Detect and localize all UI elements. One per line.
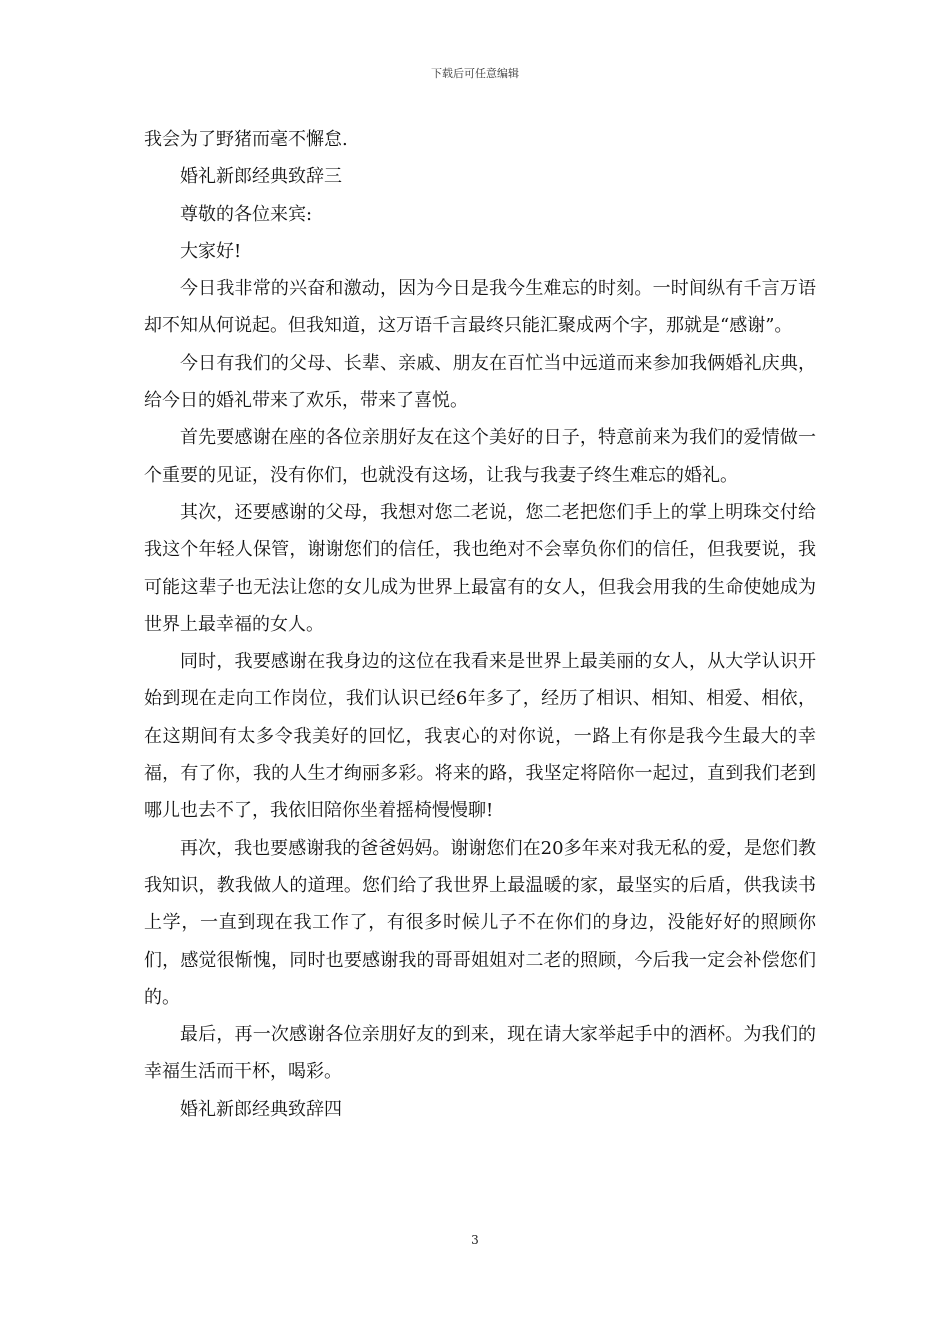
paragraph-continuation: 我会为了野猪而毫不懈怠.	[144, 129, 348, 150]
paragraph: 同时，我要感谢在我身边的这位在我看来是世界上最美丽的女人，从大学认识开始到现在走向工作岗位，我们认识已经6年多了，经历了相识、相知、相爱、相依，在这期间有太多令我美好的回忆，我衷心的对你说，一路上有你是我今生最大的幸福，有了你，我的人生才绚丽多彩。将来的路，我坚定将陪你一起过，直到我们老到哪儿也去不了，我依旧陪你坐着摇椅慢慢聊!	[144, 651, 816, 822]
paragraph: 其次，还要感谢的父母，我想对您二老说，您二老把您们手上的掌上明珠交付给我这个年轻人保管，谢谢您们的信任，我也绝对不会辜负你们的信任，但我要说，我可能这辈子也无法让您的女儿成为世界上最富有的女人，但我会用我的生命使她成为世界上最幸福的女人。	[144, 501, 816, 635]
page-number: 3	[471, 1233, 479, 1247]
paragraph: 今日我非常的兴奋和激动，因为今日是我今生难忘的时刻。一时间纵有千言万语却不知从何说起。但我知道，这万语千言最终只能汇聚成两个字，那就是“感谢”。	[144, 278, 816, 337]
document-body	[144, 121, 816, 1128]
section-heading: 婚礼新郎经典致辞四	[180, 1098, 342, 1120]
paragraph: 首先要感谢在座的各位亲朋好友在这个美好的日子，特意前来为我们的爱情做一个重要的见证，没有你们，也就没有这场，让我与我妻子终生难忘的婚礼。	[144, 427, 816, 486]
paragraph: 最后，再一次感谢各位亲朋好友的到来，现在请大家举起手中的酒杯。为我们的幸福生活而干杯，喝彩。	[144, 1024, 816, 1083]
section-heading: 婚礼新郎经典致辞三	[180, 166, 342, 188]
page-header: 下载后可任意编辑	[431, 67, 519, 80]
greeting: 大家好!	[180, 240, 242, 262]
salutation: 尊敬的各位来宾:	[180, 203, 313, 225]
paragraph: 再次，我也要感谢我的爸爸妈妈。谢谢您们在20多年来对我无私的爱，是您们教我知识，教我做人的道理。您们给了我世界上最温暖的家，最坚实的后盾，供我读书上学，一直到现在我工作了，有很多时候儿子不在你们的身边，没能好好的照顾你们，感觉很惭愧，同时也要感谢我的哥哥姐姐对二老的照顾，今后我一定会补偿您们的。	[144, 837, 816, 1008]
paragraph: 今日有我们的父母、长辈、亲戚、朋友在百忙当中远道而来参加我俩婚礼庆典，给今日的婚礼带来了欢乐，带来了喜悦。	[144, 352, 816, 412]
